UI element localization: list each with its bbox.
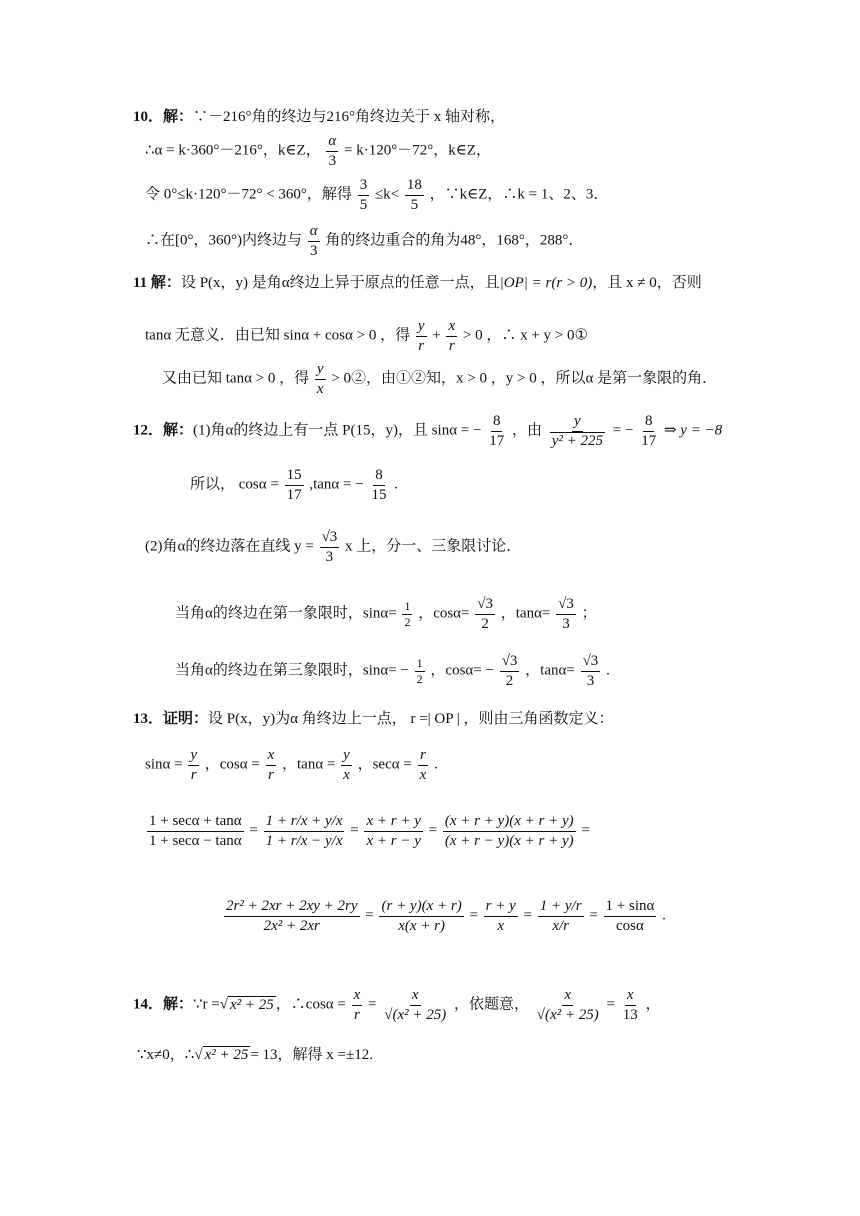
p10-frac-alpha3b: $\frac{\alpha}{3}$ <box>309 223 318 259</box>
p14-text2b: = 13，解得 x =±12. <box>250 1047 373 1063</box>
p13-eq-line1 <box>145 812 590 851</box>
p12-text1a: (1)角α的终边上有一点 P(15，y)，且 sinα = − <box>193 422 482 439</box>
p14-head: 14．解： <box>133 996 194 1013</box>
p14-sqrt-sign: √ <box>219 996 228 1013</box>
p13-eq3: = <box>428 822 438 839</box>
p12-text2a: 所以， cosα = <box>190 476 279 493</box>
p13-text2c: ，tanα = <box>282 756 336 773</box>
p12-text5d: . <box>606 662 610 679</box>
p12-head: 12．解： <box>133 422 194 439</box>
p12-frac-8-15: $\frac{8}{15}$ <box>371 467 387 503</box>
p10-text3b: ，∵k∈Z，∴k = 1、2、3． <box>429 186 609 203</box>
p12-frac-sqrt3-2b: $\frac{√3}{2}$ <box>501 653 518 689</box>
p12-frac-8-17: $\frac{8}{17}$ <box>489 413 505 449</box>
p14-sqrt-sign2: √ <box>194 1047 203 1063</box>
p13-eq8: = <box>589 907 598 924</box>
p12-frac-sqrt3-2: $\frac{√3}{2}$ <box>477 596 493 632</box>
p12-frac-15-17: $\frac{15}{17}$ <box>286 467 302 503</box>
p11-text2a: tanα 无意义．由已知 sinα + cosα > 0 ，得 <box>145 327 411 344</box>
p11-frac-yr: $\frac{y}{r}$ <box>417 318 425 354</box>
p13-eq5: = <box>365 907 374 924</box>
p13-eq2: = <box>350 822 359 839</box>
p12-text3b: x 上，分一、三象限讨论． <box>345 538 522 555</box>
p11-text3a: 又由已知 tanα > 0 ，得 <box>162 370 310 387</box>
p14-eq2: = <box>606 996 615 1013</box>
p10-line2 <box>145 132 491 171</box>
p13-text2e: . <box>433 756 438 773</box>
p12-frac-y-sqrt: $\frac{y}{\text{y² + 225}}$ <box>551 413 604 449</box>
p13-frac-yr: $\frac{y}{r}$ <box>190 747 197 783</box>
p12-frac-half: $\frac{1}{2}$ <box>404 598 411 629</box>
p11-frac-yx: $\frac{y}{x}$ <box>316 361 324 397</box>
p12-line1 <box>133 412 722 451</box>
p14-text1d: ， <box>645 996 661 1013</box>
p12-text4a: 当角α的终边在第一象限时，sinα= <box>175 605 397 622</box>
p12-text2c: . <box>394 476 398 493</box>
p12-text4b: ，cosα= <box>418 605 470 622</box>
p13-head: 13．证明： <box>133 711 209 727</box>
p12-text1c: = − <box>612 422 634 439</box>
p11-frac-xr: $\frac{x}{r}$ <box>448 318 456 354</box>
p12-frac-half-b: $\frac{1}{2}$ <box>416 655 423 686</box>
p13-line2 <box>145 746 438 785</box>
p12-frac-sqrt3-3: $\frac{√3}{3}$ <box>321 529 338 565</box>
p14-text2a: ∵x≠0，∴ <box>137 1047 195 1063</box>
p14-text1b: ，∴cosα = <box>275 996 346 1013</box>
p11-plus: + <box>432 327 441 344</box>
p10-line3 <box>145 176 608 215</box>
p11-head: 11 解： <box>133 275 181 291</box>
p11-line3 <box>162 360 717 399</box>
p14-frac-x-13: $\frac{x}{13}$ <box>622 987 638 1023</box>
p10-text3mid: ≤k< <box>374 186 400 203</box>
p13-expr7: $\frac{r + y}{x}$ <box>485 898 516 934</box>
p12-text1d: ⇒ y = −8 <box>663 422 723 439</box>
p13-expr6: $\frac{(r + y)(x + r)}{x(x + r)}$ <box>381 898 462 934</box>
p13-eq6: = <box>469 907 478 924</box>
p13-eq4: = <box>581 822 590 839</box>
p12-text5a: 当角α的终边在第三象限时，sinα= − <box>175 662 409 679</box>
p13-eq-line2 <box>222 897 666 936</box>
p10-text4b: 角的终边重合的角为48°，168°，288°． <box>325 232 584 249</box>
p12-line5 <box>175 652 610 691</box>
p13-text2a: sinα = <box>145 756 183 773</box>
p12-text5c: ，tanα= <box>525 662 575 679</box>
p13-line1 <box>133 712 614 727</box>
p10-frac-18-5: $\frac{18}{5}$ <box>406 177 422 213</box>
p14-line1 <box>133 986 661 1025</box>
p10-head: 10．解： <box>133 109 194 125</box>
p12-frac-sqrt3-3b: $\frac{√3}{3}$ <box>558 596 574 632</box>
p13-frac-yx: $\frac{y}{x}$ <box>343 747 350 783</box>
p12-line3 <box>145 528 521 567</box>
p10-line1 <box>133 110 505 125</box>
p14-rad2: x² + 25 <box>204 1047 249 1063</box>
p10-text2a: ∴α = k·360°－216°，k∈Z， <box>145 142 321 159</box>
p13-expr1: 1 + secα + tanα 1 + secα − tanα <box>149 813 242 849</box>
p11-line2 <box>145 317 588 356</box>
p13-expr8: $\frac{1 + y/r}{x/r}$ <box>539 898 582 934</box>
p11-text1a: 设 P(x，y) 是角α终边上异于原点的任意一点，且 <box>180 275 500 291</box>
p10-text1: ∵－216°角的终边与216°角终边关于 x 轴对称， <box>193 109 506 125</box>
p11-line1 <box>133 276 702 291</box>
p11-text1b: ，且 x ≠ 0，否则 <box>592 275 702 291</box>
p12-frac-8-17b: $\frac{8}{17}$ <box>641 413 657 449</box>
p10-frac-alpha3: $\frac{\alpha}{3}$ <box>328 133 337 169</box>
p12-line2 <box>190 466 398 505</box>
p13-text1: 设 P(x，y)为α 角终边上一点， r =| OP | ，则由三角函数定义： <box>208 711 614 727</box>
p12-text2b: ,tanα = − <box>309 476 364 493</box>
p12-text3a: (2)角α的终边落在直线 y = <box>145 538 314 555</box>
p13-frac-rx: $\frac{r}{x}$ <box>419 747 427 783</box>
p10-line4 <box>145 222 583 261</box>
p13-expr3: $\frac{x + r + y}{x + r - y}$ <box>366 813 421 849</box>
p14-rad1: x² + 25 <box>230 996 274 1013</box>
p13-expr5: $\frac{\text{2r² + 2xr + 2xy + 2ry}}{\text{2x² + 2xr}}$ <box>226 898 358 934</box>
p10-frac-3-5: $\frac{3}{5}$ <box>359 177 368 213</box>
p13-text2d: ，secα = <box>357 756 412 773</box>
p12-text1b: ，由 <box>511 422 542 439</box>
p14-frac-xr: $\frac{x}{r}$ <box>353 987 361 1023</box>
p13-expr4: $\frac{(x + r + y)(x + r + y)}{(x + r - y)(x + r + y)}$ <box>444 813 574 849</box>
p12-frac-sqrt3-3c: $\frac{√3}{3}$ <box>582 653 599 689</box>
p10-text2b: = k·120°－72°，k∈Z， <box>344 142 491 159</box>
p11-text2b: > 0 ，∴ x + y > 0① <box>462 327 588 344</box>
p12-text5b: ，cosα= − <box>430 662 494 679</box>
p12-text4d: ； <box>581 605 597 622</box>
p14-text1a: ∵r = <box>193 996 220 1013</box>
p14-frac-x-sqrt: $\frac{x}{\text{√(x² + 25)}}$ <box>384 987 447 1023</box>
p10-text3a: 令 0°≤k·120°－72° < 360°，解得 <box>145 186 352 203</box>
p13-expr2: $\frac{1 + r/x + y/x}{1 + r/x - y/x}$ <box>265 813 343 849</box>
p13-frac-xr: $\frac{x}{r}$ <box>267 747 275 783</box>
p11-text3b: > 0②，由①②知，x > 0 ，y > 0 ，所以α 是第一象限的角． <box>331 370 718 387</box>
p13-end: . <box>662 907 666 924</box>
p14-frac-x-sqrt-b: $\frac{x}{\text{√(x² + 25)}}$ <box>536 987 599 1023</box>
p14-line2 <box>137 1048 373 1063</box>
p12-line4 <box>175 595 597 634</box>
p11-op: |OP| = r(r > 0) <box>499 275 593 291</box>
p13-expr9: $\frac{1 + \sin\alpha}{\cos\alpha}$ <box>605 898 655 934</box>
p13-eq1: = <box>249 822 258 839</box>
p13-eq7: = <box>523 907 533 924</box>
p14-eq1: = <box>368 996 377 1013</box>
p13-text2b: ，cosα = <box>204 756 260 773</box>
p12-text4c: ，tanα= <box>500 605 551 622</box>
p10-text4a: ∴在[0°，360°)内终边与 <box>145 232 302 249</box>
p14-text1c: ，依题意， <box>454 996 530 1013</box>
